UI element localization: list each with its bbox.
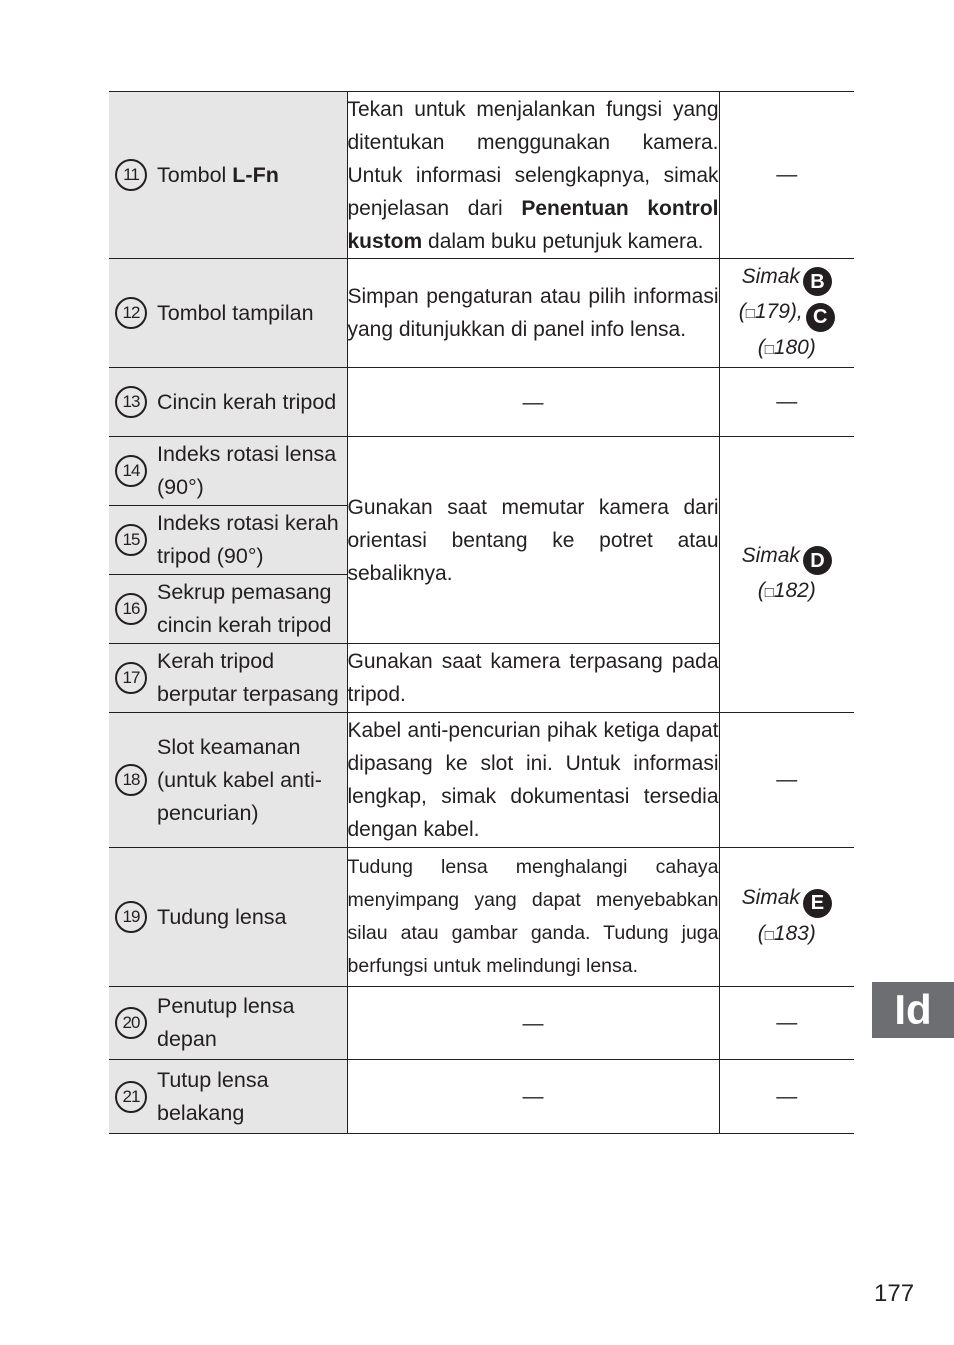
- part-reference: —: [719, 368, 854, 437]
- table-row: [109, 848, 854, 987]
- part-number-18: 18: [115, 764, 147, 796]
- book-icon: □: [764, 926, 774, 944]
- part-number-13: 13: [115, 386, 147, 418]
- language-tab: Id: [872, 982, 954, 1038]
- part-reference: —: [719, 92, 854, 259]
- part-number-17: 17: [115, 662, 147, 694]
- part-name: Indeks rotasi lensa (90°): [157, 442, 337, 499]
- page-number: 177: [874, 1280, 915, 1307]
- part-name-cell: [109, 368, 347, 437]
- part-name: Cincin kerah tripod: [157, 389, 337, 414]
- parts-table: [109, 91, 854, 1134]
- part-number-14: 14: [115, 455, 147, 487]
- part-name: Indeks rotasi kerah tripod (90°): [157, 511, 339, 568]
- table-row: [109, 987, 854, 1060]
- part-name-cell: [109, 987, 347, 1060]
- part-name: Tutup lensa belakang: [157, 1067, 269, 1125]
- part-name: Sekrup pemasang cincin kerah tripod: [157, 580, 332, 637]
- section-c-icon: C: [806, 303, 835, 332]
- part-description: Tudung lensa menghalangi cahaya menyimpang yang dapat menyebabkan silau atau gambar ganda. Tudung juga berfungsi untuk melindungi lensa.: [347, 848, 719, 987]
- section-e-icon: E: [803, 889, 832, 918]
- table-row: [109, 1060, 854, 1134]
- part-reference: —: [719, 713, 854, 848]
- part-number-12: 12: [115, 297, 147, 329]
- part-name: Tombol L-Fn: [157, 162, 279, 187]
- part-name: Slot keamanan (untuk kabel anti-pencurian): [157, 734, 322, 825]
- part-description: Gunakan saat kamera terpasang pada tripod.: [347, 644, 719, 713]
- part-description: —: [347, 987, 719, 1060]
- book-icon: □: [745, 305, 755, 322]
- part-name-cell: [109, 92, 347, 259]
- part-description: Simpan pengaturan atau pilih informasi yang ditunjukkan di panel info lensa.: [347, 259, 719, 368]
- part-reference: —: [719, 987, 854, 1060]
- part-name-cell: [109, 713, 347, 848]
- table-row: [109, 437, 854, 506]
- section-b-icon: B: [803, 267, 832, 296]
- part-name: Tombol tampilan: [157, 300, 314, 325]
- part-name-cell: [109, 644, 347, 713]
- part-description: Tekan untuk menjalankan fungsi yang ditentukan menggunakan kamera. Untuk informasi selengkapnya, simak penjelasan dari Penentuan kontrol kustom dalam buku petunjuk kamera.: [347, 92, 719, 259]
- part-name-cell: [109, 259, 347, 368]
- part-reference: Simak D (□182): [719, 437, 854, 713]
- part-number-21: 21: [115, 1081, 147, 1113]
- part-number-15: 15: [115, 524, 147, 556]
- part-number-11: 11: [115, 159, 147, 191]
- part-reference: Simak B (□179), C (□180): [719, 259, 854, 368]
- part-description: Kabel anti-pencurian pihak ketiga dapat dipasang ke slot ini. Untuk informasi lengkap, simak dokumentasi tersedia dengan kabel.: [347, 713, 719, 848]
- part-reference: —: [719, 1060, 854, 1134]
- part-name: Kerah tripod berputar terpasang: [157, 649, 339, 706]
- section-d-icon: D: [803, 546, 832, 575]
- part-description: —: [347, 368, 719, 437]
- part-name-cell: [109, 575, 347, 644]
- part-description: —: [347, 1060, 719, 1134]
- table-row: [109, 713, 854, 848]
- table-row: [109, 368, 854, 437]
- part-name: Tudung lensa: [157, 904, 287, 929]
- part-name: Penutup lensa depan: [157, 994, 295, 1051]
- part-name-cell: [109, 1060, 347, 1134]
- book-icon: □: [764, 340, 774, 358]
- part-name-cell: [109, 506, 347, 575]
- part-number-16: 16: [115, 593, 147, 625]
- book-icon: □: [764, 584, 774, 602]
- part-name-cell: [109, 437, 347, 506]
- table-row: [109, 92, 854, 259]
- part-description: Gunakan saat memutar kamera dari orientasi bentang ke potret atau sebaliknya.: [347, 437, 719, 644]
- part-number-20: 20: [115, 1007, 147, 1039]
- table-row: [109, 259, 854, 368]
- part-reference: Simak E (□183): [719, 848, 854, 987]
- part-number-19: 19: [115, 901, 147, 933]
- part-name-cell: [109, 848, 347, 987]
